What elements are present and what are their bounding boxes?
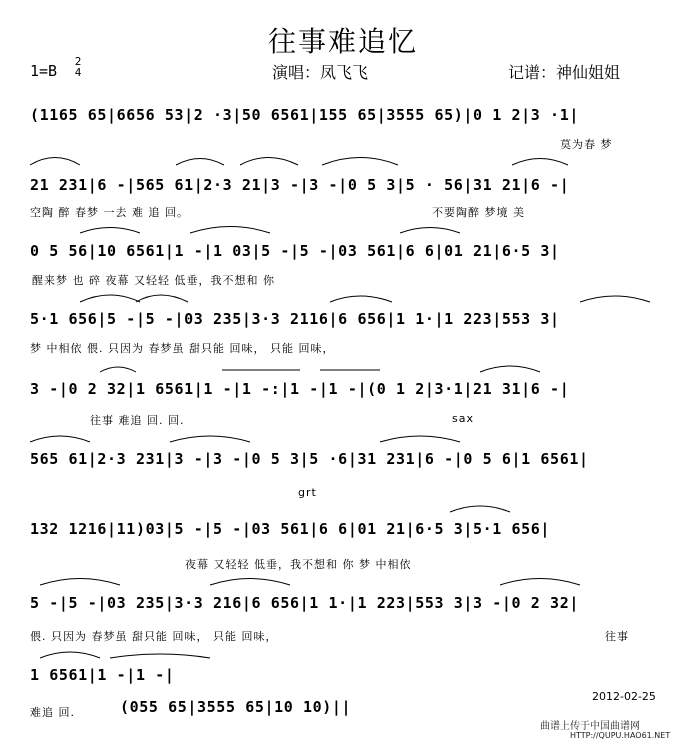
slur-arc xyxy=(80,228,140,234)
slur-arc xyxy=(176,159,224,166)
slur-arc xyxy=(40,652,100,658)
notation-line: 3 -|0 2 32|1 6561|1 -|1 -:|1 -|1 -|(0 1 2|3·1|21 31|6 -| xyxy=(30,380,570,398)
meter-bottom: 4 xyxy=(74,66,82,79)
lyrics-line: sax xyxy=(452,412,474,425)
slur-arc xyxy=(170,436,250,442)
lyrics-line: grt xyxy=(298,486,317,499)
scribe-credit: 记谱：神仙姐姐 xyxy=(508,63,621,82)
slur-arc xyxy=(190,227,270,234)
lyrics-line: 莫为春 梦 xyxy=(560,138,613,151)
page-title: 往事难追忆 xyxy=(267,25,418,58)
lyrics-line: 夜幕 又轻轻 低垂，我不想和 你 梦 中相依 xyxy=(185,558,412,571)
slur-arc xyxy=(580,296,650,302)
slur-arc xyxy=(330,296,392,302)
lyrics-line: 往事 难追 回. 回. xyxy=(90,414,185,427)
notation-line: (1165 65|6656 53|2 ·3|50 6561|155 65|3555 65)|0 1 2|3 ·1| xyxy=(30,106,579,124)
key-signature: 1=B xyxy=(30,62,58,80)
slur-arc xyxy=(100,367,136,372)
singer-credit: 演唱：凤飞飞 xyxy=(272,63,369,82)
lyrics-line: 醒来梦 也 碎 夜幕 又轻轻 低垂，我不想和 你 xyxy=(32,274,275,287)
slur-arc xyxy=(322,158,398,166)
lyrics-line: 偎. 只因为 春梦虽 甜只能 回味， 只能 回味， xyxy=(30,630,278,643)
notation-line: 565 61|2·3 231|3 -|3 -|0 5 3|5 ·6|31 231|6 -|0 5 6|1 6561| xyxy=(30,450,589,468)
notation-line: 0 5 56|10 6561|1 -|1 03|5 -|5 -|03 561|6 6|01 21|6·5 3| xyxy=(30,242,560,260)
slur-arc xyxy=(380,436,460,442)
slur-arc xyxy=(40,579,120,586)
coda-notation: (055 65|3555 65|10 10)|| xyxy=(120,698,352,716)
slur-arc xyxy=(30,158,80,166)
slur-arc xyxy=(110,654,210,658)
slur-arc xyxy=(30,436,90,442)
time-signature xyxy=(72,56,84,78)
slur-arc xyxy=(210,579,290,586)
watermark-url: HTTP://QUPU.HAO61.NET xyxy=(570,731,671,740)
notation-line: 21 231|6 -|565 61|2·3 21|3 -|3 -|0 5 3|5 · 56|31 21|6 -| xyxy=(30,176,570,194)
slur-arc xyxy=(80,295,140,302)
slur-arc xyxy=(500,579,580,586)
notation-line: 132 1216|11)03|5 -|5 -|03 561|6 6|01 21|6·5 3|5·1 656| xyxy=(30,520,551,538)
slur-arc xyxy=(480,366,540,372)
date-stamp: 2012-02-25 xyxy=(592,690,656,703)
meter-top: 2 xyxy=(74,55,82,68)
slur-arc xyxy=(136,295,188,302)
slur-arc xyxy=(512,159,568,166)
slur-arc xyxy=(400,228,460,234)
lyrics-line: 不要陶醉 梦境 美 xyxy=(432,206,525,219)
slur-arc xyxy=(450,506,510,512)
lyrics-line: 往事 xyxy=(605,630,629,643)
notation-line: 5·1 656|5 -|5 -|03 235|3·3 2116|6 656|1 1·|1 223|553 3| xyxy=(30,310,560,328)
lyrics-line: 难追 回. xyxy=(30,706,75,719)
notation-line: 5 -|5 -|03 235|3·3 216|6 656|1 1·|1 223|553 3|3 -|0 2 32| xyxy=(30,594,579,612)
lyrics-line: 梦 中相依 偎. 只因为 春梦虽 甜只能 回味， 只能 回味， xyxy=(30,342,335,355)
notation-line: 1 6561|1 -|1 -| xyxy=(30,666,175,684)
watermark-text: 曲谱上传于中国曲谱网 xyxy=(540,721,640,732)
lyrics-line: 空陶 醉 春梦 一去 难 追 回。 xyxy=(30,206,189,219)
slur-arc xyxy=(240,158,298,166)
